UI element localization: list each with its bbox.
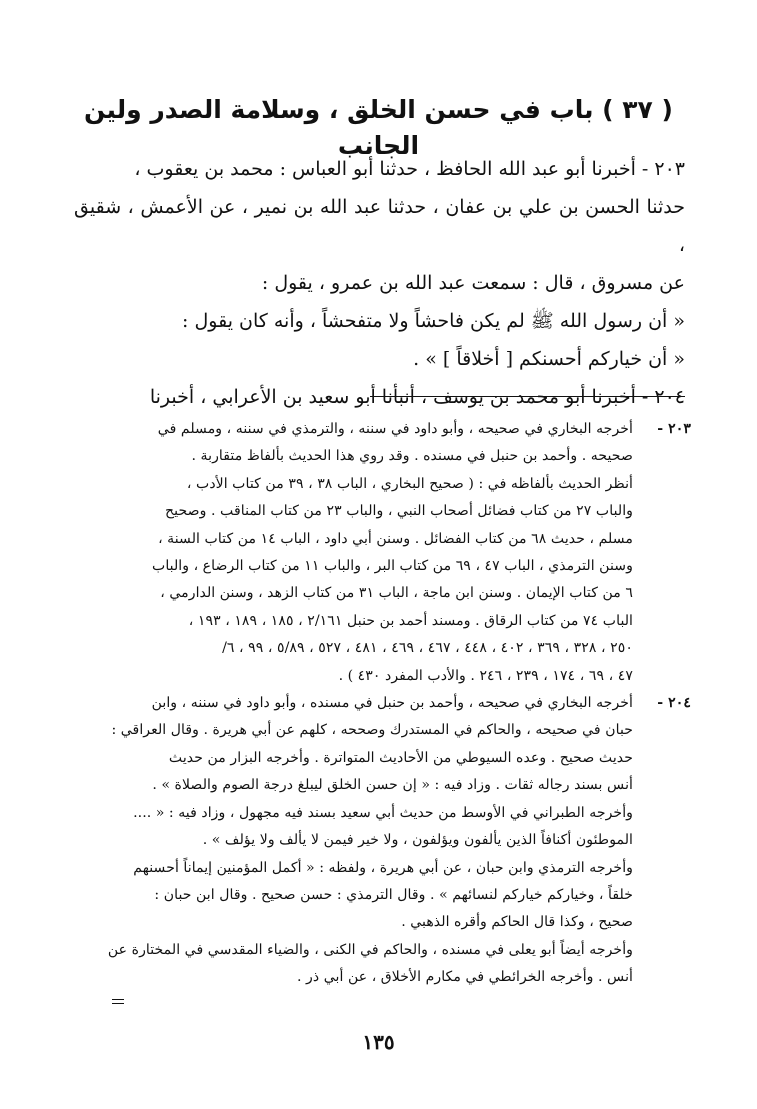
footnote-line: ٦ من كتاب الإيمان . وسنن ابن ماجة ، الباب ٣١ من كتاب الزهد ، وسنن الدارمي ، xyxy=(160,585,633,602)
footnote-line: أنس . وأخرجه الخرائطي في مكارم الأخلاق ، عن أبي ذر . xyxy=(297,969,633,986)
footnote-line: الموطئون أكنافاً الذين يألفون ويؤلفون ، ولا خير فيمن لا يألف ولا يؤلف » . xyxy=(202,832,633,849)
footnote-204 xyxy=(78,690,691,991)
footnote-203 xyxy=(78,416,691,690)
footnote-line: أخرجه البخاري في صحيحه ، وأبو داود في سننه ، والترمذي في سننه ، ومسلم في xyxy=(157,421,633,437)
footnote-line: أنظر الحديث بألفاظه في : ( صحيح البخاري ، الباب ٣٨ ، ٣٩ من كتاب الأدب ، xyxy=(186,475,633,492)
footnote-line: والباب ٢٧ من كتاب فضائل أصحاب النبي ، والباب ٢٣ من كتاب المناقب . وصحيح xyxy=(165,503,633,520)
main-text xyxy=(74,150,685,416)
footnote-line: ٤٧ ، ٦٩ ، ١٧٤ ، ٢٣٩ ، ٢٤٦ . والأدب المفرد ٤٣٠ ) . xyxy=(338,667,633,684)
main-line: حدثنا الحسن بن علي بن عفان ، حدثنا عبد الله بن نمير ، عن الأعمش ، شقيق ، xyxy=(74,196,685,256)
main-line: عن مسروق ، قال : سمعت عبد الله بن عمرو ، يقول : xyxy=(261,272,685,294)
footnote-line: أنس بسند رجاله ثقات . وزاد فيه : « إن حسن الخلق ليبلغ درجة الصوم والصلاة » . xyxy=(152,777,633,794)
footnote-number: ٢٠٣ - xyxy=(657,421,691,437)
chapter-title: ( ٣٧ ) باب في حسن الخلق ، وسلامة الصدر ولين الجانب xyxy=(84,95,673,160)
main-line: ٢٠٣ - أخبرنا أبو عبد الله الحافظ ، حدثنا أبو العباس : محمد بن يعقوب ، xyxy=(134,158,685,180)
margin-mark xyxy=(112,999,124,1004)
footnote-line: صحيح ، وكذا قال الحاكم وأقره الذهبي . xyxy=(401,914,633,931)
footnote-line: الباب ٧٤ من كتاب الرقاق . ومسند أحمد بن حنبل ٢/١٦١ ، ١٨٥ ، ١٨٩ ، ١٩٣ ، xyxy=(188,612,633,629)
footnote-line: مسلم ، حديث ٦٨ من كتاب الفضائل . وسنن أبي داود ، الباب ١٤ من كتاب السنة ، xyxy=(158,530,633,547)
footnote-line: وأخرجه أيضاً أبو يعلى في مسنده ، والحاكم في الكنى ، والضياء المقدسي في المختارة عن xyxy=(107,941,633,958)
footnote-line: وأخرجه الطبراني في الأوسط من حديث أبي سعيد بسند فيه مجهول ، وزاد فيه : « .... xyxy=(133,804,633,821)
footnote-number: ٢٠٤ - xyxy=(657,695,691,712)
main-line: « أن رسول الله ﷺ لم يكن فاحشاً ولا متفحشاً ، وأنه كان يقول : xyxy=(182,310,685,332)
footnote-line: صحيحه . وأحمد بن حنبل في مسنده . وقد روي هذا الحديث بألفاظ متقاربة . xyxy=(191,448,633,465)
footnote-line: ٢٥٠ ، ٣٢٨ ، ٣٦٩ ، ٤٠٢ ، ٤٤٨ ، ٤٦٧ ، ٤٦٩ ، ٤٨١ ، ٥٢٧ ، ٥/٨٩ ، ٩٩ ، ٦/ xyxy=(222,640,633,657)
footnote-line: وأخرجه الترمذي وابن حبان ، عن أبي هريرة ، ولفظه : « أكمل المؤمنين إيماناً أحسنهم xyxy=(133,859,633,876)
footnote-line: حديث صحيح . وعده السيوطي من الأحاديث المتواترة . وأخرجه البزار من حديث xyxy=(168,749,633,766)
footnote-line: أخرجه البخاري في صحيحه ، وأحمد بن حنبل في مسنده ، وأبو داود في سننه ، وابن xyxy=(151,695,633,712)
page-number: ١٣٥ xyxy=(362,1030,395,1054)
footnote-line: خلقاً ، وخياركم خياركم لنسائهم » . وقال الترمذي : حسن صحيح . وقال ابن حبان : xyxy=(154,886,633,903)
footnote-line: وسنن الترمذي ، الباب ٤٧ ، ٦٩ من كتاب البر ، والباب ١١ من كتاب الرضاع ، والباب xyxy=(151,558,633,575)
footnotes xyxy=(78,416,691,992)
footnote-line: حبان في صحيحه ، والحاكم في المستدرك وصححه ، كلهم عن أبي هريرة . وقال العراقي : xyxy=(111,722,633,739)
main-line: ٢٠٤ - أخبرنا أبو محمد بن يوسف ، أنبأنا أبو سعيد بن الأعرابي ، أخبرنا xyxy=(149,386,685,408)
main-line: « أن خياركم أحسنكم [ أخلاقاً ] » . xyxy=(413,348,685,370)
footnote-separator xyxy=(370,396,685,397)
